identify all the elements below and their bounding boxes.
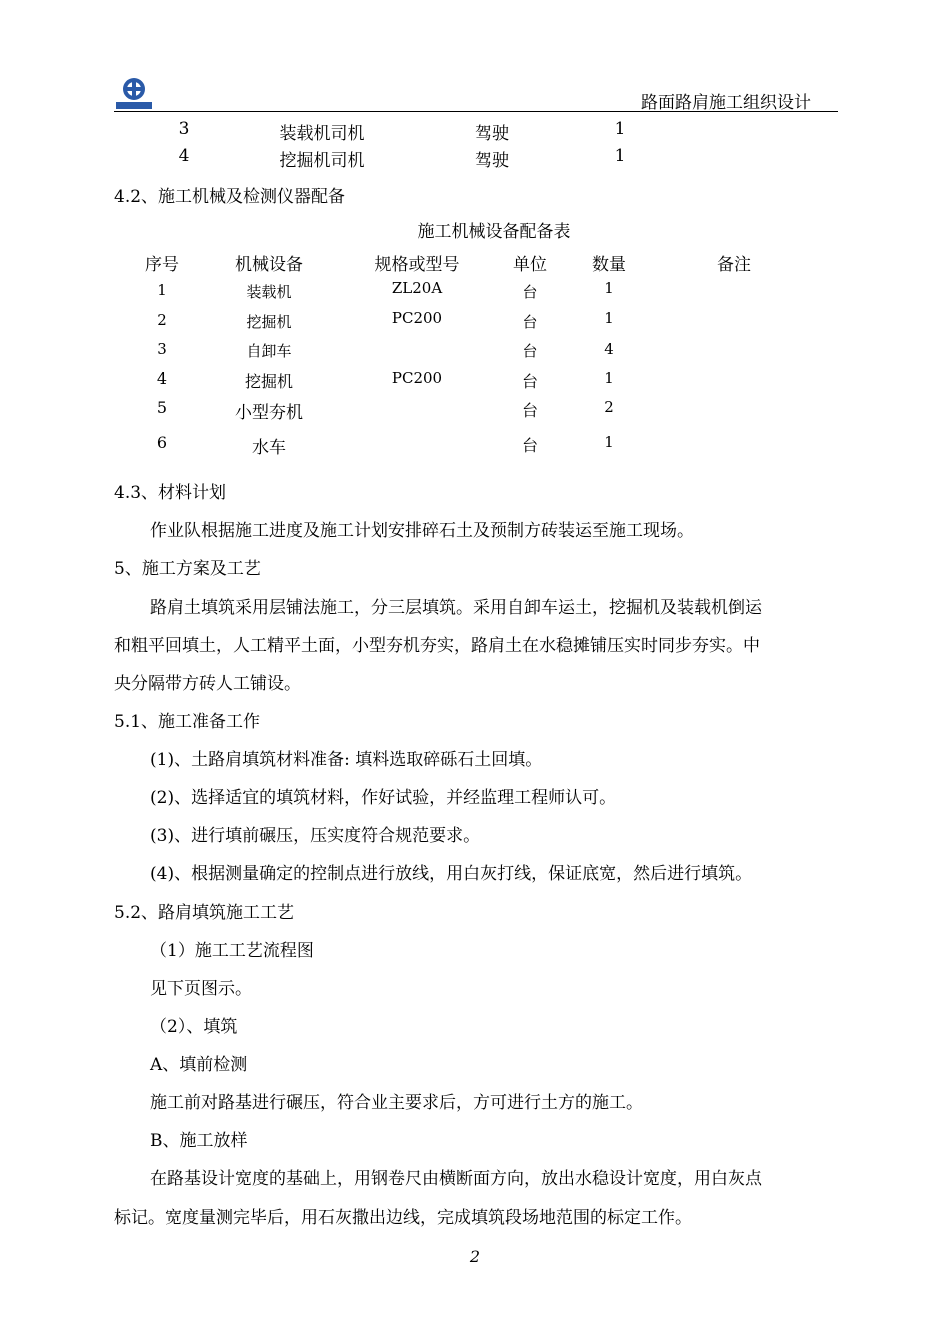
table-header-cell: 备注 xyxy=(717,255,751,275)
header-title: 路面路肩施工组织设计 xyxy=(641,93,811,113)
list-item: (3)、进行填前碾压，压实度符合规范要求。 xyxy=(150,826,481,846)
sub-heading: （1）施工工艺流程图 xyxy=(150,941,314,961)
table-cell: 1 xyxy=(604,309,614,327)
table-cell: 台 xyxy=(521,372,539,391)
table-cell: 小型夯机 xyxy=(235,403,303,423)
staff-row-type: 驾驶 xyxy=(475,151,509,171)
table-cell: 台 xyxy=(521,401,539,420)
section-heading: 4.2、施工机械及检测仪器配备 xyxy=(114,187,346,207)
paragraph: 作业队根据施工进度及施工计划安排碎石土及预制方砖装运至施工现场。 xyxy=(150,521,694,541)
list-item: (2)、选择适宜的填筑材料，作好试验，并经监理工程师认可。 xyxy=(150,788,617,808)
paragraph: 施工前对路基进行碾压，符合业主要求后，方可进行土方的施工。 xyxy=(150,1093,643,1113)
staff-row-no: 3 xyxy=(178,119,190,139)
staff-row-no: 4 xyxy=(178,146,190,166)
sub-heading: A、填前检测 xyxy=(150,1055,248,1075)
table-header-cell: 序号 xyxy=(145,255,179,275)
table-cell: 装载机 xyxy=(246,283,292,301)
table-cell: 挖掘机 xyxy=(244,372,294,391)
table-cell: 4 xyxy=(156,369,168,388)
page-number: 2 xyxy=(469,1247,481,1266)
staff-row-count: 1 xyxy=(614,146,626,166)
table-cell: 1 xyxy=(604,433,614,451)
table-cell: 2 xyxy=(157,311,167,329)
table-header-cell: 单位 xyxy=(513,255,547,275)
sub-heading: B、施工放样 xyxy=(150,1131,248,1151)
paragraph-line: 标记。宽度量测完毕后，用石灰撒出边线，完成填筑段场地范围的标定工作。 xyxy=(114,1208,692,1228)
list-item: (4)、根据测量确定的控制点进行放线，用白灰打线，保证底宽，然后进行填筑。 xyxy=(150,864,753,884)
table-header-cell: 数量 xyxy=(592,255,626,275)
sub-heading: （2）、填筑 xyxy=(150,1017,238,1037)
table-cell: 3 xyxy=(157,340,167,358)
header-divider xyxy=(114,111,838,112)
table-caption: 施工机械设备配备表 xyxy=(417,222,571,242)
company-logo xyxy=(114,76,154,110)
paragraph: 见下页图示。 xyxy=(150,979,252,999)
staff-row-role: 装载机司机 xyxy=(279,124,365,144)
table-cell: 6 xyxy=(156,433,168,452)
table-cell: 台 xyxy=(522,313,538,331)
table-cell: 挖掘机 xyxy=(246,313,292,331)
table-cell: 2 xyxy=(604,398,614,416)
table-cell: 1 xyxy=(604,279,614,297)
section-heading: 5.1、施工准备工作 xyxy=(114,712,261,732)
table-cell: PC200 xyxy=(391,369,443,387)
table-cell: 自卸车 xyxy=(246,342,292,360)
paragraph-line: 央分隔带方砖人工铺设。 xyxy=(114,674,301,694)
table-cell: 5 xyxy=(156,398,168,417)
table-cell: 4 xyxy=(604,340,614,358)
table-cell: 台 xyxy=(521,436,539,455)
paragraph-line: 在路基设计宽度的基础上，用钢卷尺由横断面方向，放出水稳设计宽度，用白灰点 xyxy=(150,1169,762,1189)
staff-row-type: 驾驶 xyxy=(475,124,509,144)
section-heading: 4.3、材料计划 xyxy=(114,483,227,503)
table-header-cell: 机械设备 xyxy=(235,255,303,275)
section-heading: 5.2、路肩填筑施工工艺 xyxy=(114,903,295,923)
section-heading: 5、施工方案及工艺 xyxy=(114,559,261,579)
table-cell: 水车 xyxy=(252,438,286,458)
table-cell: 台 xyxy=(522,342,538,360)
paragraph-line: 和粗平回填土，人工精平土面，小型夯机夯实，路肩土在水稳摊铺压实时同步夯实。中 xyxy=(114,636,760,656)
table-cell: 台 xyxy=(522,283,538,301)
table-header-cell: 规格或型号 xyxy=(374,255,460,275)
table-cell: ZL20A xyxy=(391,279,443,297)
paragraph-line: 路肩土填筑采用层铺法施工，分三层填筑。采用自卸车运土，挖掘机及装载机倒运 xyxy=(150,598,762,618)
staff-row-role: 挖掘机司机 xyxy=(279,151,365,171)
staff-row-count: 1 xyxy=(614,119,626,139)
table-cell: 1 xyxy=(157,281,167,299)
table-cell: 1 xyxy=(604,369,614,387)
table-cell: PC200 xyxy=(391,309,443,327)
list-item: (1)、土路肩填筑材料准备: 填料选取碎砾石土回填。 xyxy=(150,750,543,770)
